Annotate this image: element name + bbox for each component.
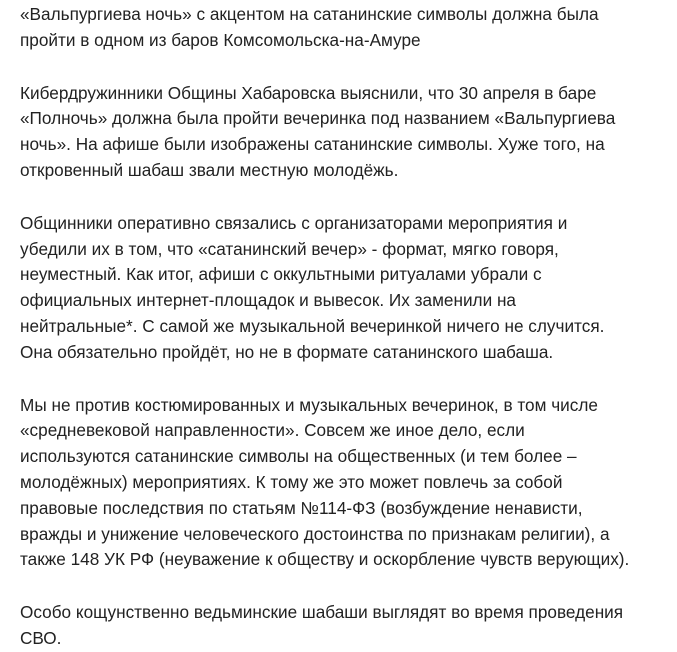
text-line: Она обязательно пройдёт, но не в формате сатанинского шабаша.	[20, 341, 554, 362]
text-line: неуместный. Как итог, афиши с оккультными ритуалами убрали с	[20, 264, 542, 285]
text-line: правовые последствия по статьям №114-ФЗ (возбуждение ненависти,	[20, 497, 583, 518]
text-line: пройти в одном из баров Комсомольска-на-Амуре	[20, 29, 421, 50]
text-line: СВО.	[20, 627, 62, 648]
text-line: официальных интернет-площадок и вывесок. Их заменили на	[20, 290, 516, 311]
text-line: Особо кощунственно ведьминские шабаши выглядят во время проведения	[20, 602, 624, 623]
text-line: Кибердружинники Общины Хабаровска выяснили, что 30 апреля в баре	[20, 82, 597, 103]
paragraph-body	[20, 211, 665, 366]
text-line: используются сатанинские символы на общественных (и тем более –	[20, 446, 577, 467]
paragraph-body	[20, 600, 665, 652]
paragraph-body	[20, 393, 665, 574]
text-line: Мы не против костюмированных и музыкальных вечеринок, в том числе	[20, 394, 598, 415]
paragraph-body	[20, 81, 665, 184]
text-line: «Полночь» должна была пройти вечеринка под названием «Вальпургиева	[20, 108, 616, 129]
text-line: ночь». На афише были изображены сатанинские символы. Хуже того, на	[20, 134, 605, 155]
text-line: молодёжных) мероприятиях. К тому же это может повлечь за собой	[20, 471, 563, 492]
text-line: нейтральные*. С самой же музыкальной вечеринкой ничего не случится.	[20, 315, 605, 336]
text-line: убедили их в том, что «сатанинский вечер» - формат, мягко говоря,	[20, 238, 559, 259]
text-line: Общинники оперативно связались с организаторами мероприятия и	[20, 212, 568, 233]
text-line: «средневековой направленности». Совсем же иное дело, если	[20, 420, 525, 441]
text-line: «Вальпургиева ночь» с акцентом на сатанинские символы должна была	[20, 4, 599, 24]
text-line: также 148 УК РФ (неуважение к обществу и оскорбление чувств верующих).	[20, 549, 630, 570]
text-line: откровенный шабаш звали местную молодёжь.	[20, 159, 399, 180]
paragraph-headline	[20, 2, 665, 54]
text-line: вражды и унижение человеческого достоинства по признакам религии), а	[20, 523, 610, 544]
